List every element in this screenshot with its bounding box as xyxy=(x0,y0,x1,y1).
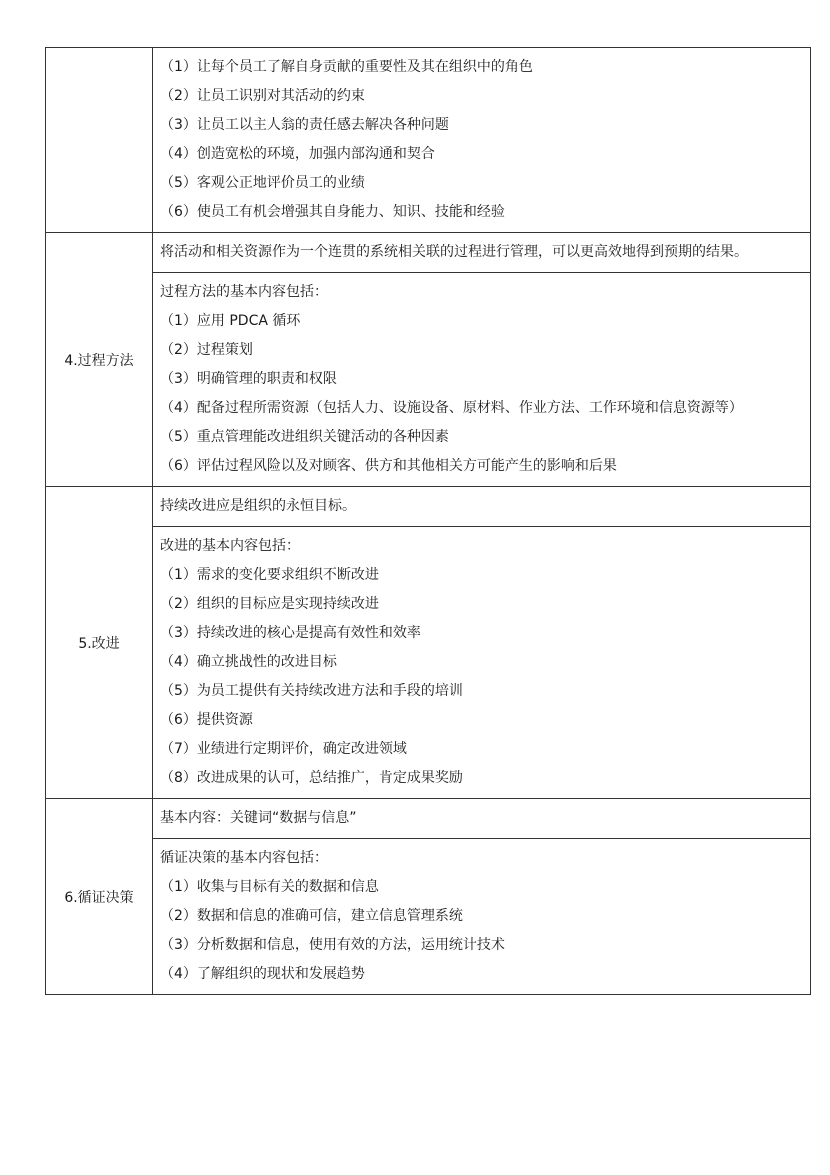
row-content xyxy=(153,233,810,486)
list-item: （7）业绩进行定期评价，确定改进领域 xyxy=(160,741,407,757)
list-item: （4）配备过程所需资源（包括人力、设施设备、原材料、作业方法、工作环境和信息资源等） xyxy=(160,400,743,416)
row-label xyxy=(46,48,153,232)
content-cell xyxy=(153,838,810,994)
list-item: （8）改进成果的认可，总结推广，肯定成果奖励 xyxy=(160,770,463,786)
list-item: （3）分析数据和信息，使用有效的方法，运用统计技术 xyxy=(160,937,505,953)
list-item: （1）需求的变化要求组织不断改进 xyxy=(160,567,379,583)
summary-text: 将活动和相关资源作为一个连贯的系统相关联的过程进行管理，可以更高效地得到预期的结果。 xyxy=(160,244,748,260)
list-heading: 循证决策的基本内容包括： xyxy=(160,850,328,866)
list-item: （3）持续改进的核心是提高有效性和效率 xyxy=(160,625,421,641)
summary-text: 持续改进应是组织的永恒目标。 xyxy=(160,498,356,514)
list-item: （3）让员工以主人翁的责任感去解决各种问题 xyxy=(160,117,449,133)
row-content xyxy=(153,799,810,994)
list-item: （3）明确管理的职责和权限 xyxy=(160,371,337,387)
list-item: （4）了解组织的现状和发展趋势 xyxy=(160,966,365,982)
table-row xyxy=(46,233,810,487)
list-item: （5）客观公正地评价员工的业绩 xyxy=(160,175,365,191)
list-item: （4）创造宽松的环境，加强内部沟通和契合 xyxy=(160,146,435,162)
list-item: （1）收集与目标有关的数据和信息 xyxy=(160,879,379,895)
row-label: 6.循证决策 xyxy=(46,799,153,994)
row-label: 4.过程方法 xyxy=(46,233,153,486)
table-row xyxy=(46,487,810,799)
summary-cell xyxy=(153,487,810,526)
list-item: （2）组织的目标应是实现持续改进 xyxy=(160,596,379,612)
list-item: （5）重点管理能改进组织关键活动的各种因素 xyxy=(160,429,449,445)
list-heading: 改进的基本内容包括： xyxy=(160,538,300,554)
table-row xyxy=(46,799,810,995)
summary-text: 基本内容：关键词“数据与信息” xyxy=(160,810,357,826)
list-item: （6）评估过程风险以及对顾客、供方和其他相关方可能产生的影响和后果 xyxy=(160,458,617,474)
list-heading: 过程方法的基本内容包括： xyxy=(160,284,328,300)
content-cell xyxy=(153,272,810,486)
content-cell xyxy=(153,48,810,232)
list-item: （2）数据和信息的准确可信，建立信息管理系统 xyxy=(160,908,463,924)
list-item: （4）确立挑战性的改进目标 xyxy=(160,654,337,670)
row-content xyxy=(153,48,810,232)
principles-table xyxy=(45,47,811,995)
list-item: （2）过程策划 xyxy=(160,342,253,358)
list-item: （1）应用 PDCA 循环 xyxy=(160,313,301,329)
content-cell xyxy=(153,526,810,798)
list-item: （5）为员工提供有关持续改进方法和手段的培训 xyxy=(160,683,463,699)
list-item: （2）让员工识别对其活动的约束 xyxy=(160,88,365,104)
summary-cell xyxy=(153,233,810,272)
list-item: （6）提供资源 xyxy=(160,712,253,728)
list-item: （6）使员工有机会增强其自身能力、知识、技能和经验 xyxy=(160,204,505,220)
row-content xyxy=(153,487,810,798)
row-label: 5.改进 xyxy=(46,487,153,798)
list-item: （1）让每个员工了解自身贡献的重要性及其在组织中的角色 xyxy=(160,59,533,75)
table-row xyxy=(46,48,810,233)
summary-cell xyxy=(153,799,810,838)
